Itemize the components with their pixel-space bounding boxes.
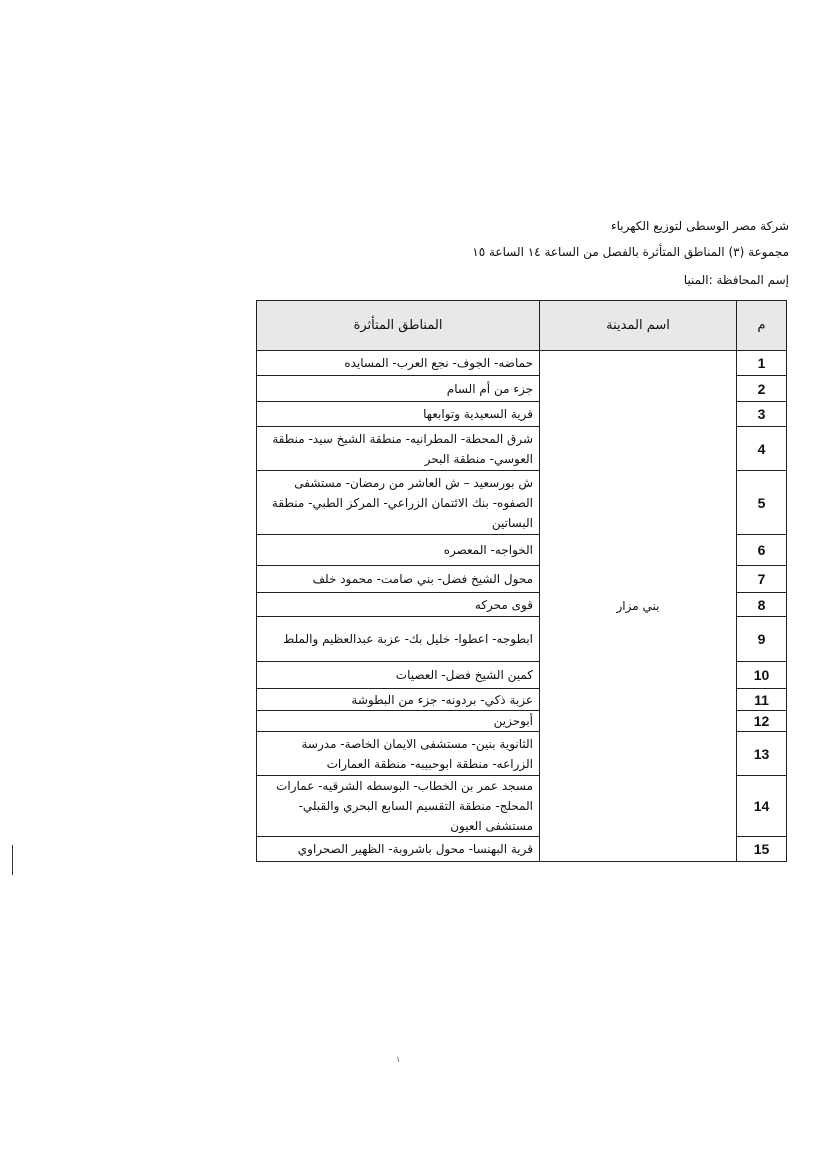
row-areas: عزبة ذكي- بردونه- جزء من البطوشة xyxy=(257,689,540,711)
table-row xyxy=(257,351,787,376)
row-areas: محول الشيخ فضل- بني صامت- محمود خلف xyxy=(257,566,540,593)
city-name-cell: بني مزار xyxy=(540,351,737,862)
company-name: شركة مصر الوسطى لتوزيع الكهرباء xyxy=(610,219,789,233)
row-areas: ش بورسعيد – ش العاشر من رمضان- مستشفى الصفوه- بنك الائتمان الزراعي- المركز الطبي- منطقة البساتين xyxy=(257,471,540,535)
row-areas: قرية السعيدية وتوابعها xyxy=(257,402,540,427)
row-number: 6 xyxy=(737,535,787,566)
row-areas: جزء من أم السام xyxy=(257,376,540,402)
row-number: 13 xyxy=(737,732,787,776)
page-number: ١ xyxy=(396,1055,401,1064)
row-number: 9 xyxy=(737,617,787,662)
row-areas: الخواجه- المعصره xyxy=(257,535,540,566)
row-areas: حماضه- الجوف- نجع العرب- المسايده xyxy=(257,351,540,376)
row-number: 8 xyxy=(737,593,787,617)
row-number: 12 xyxy=(737,711,787,732)
row-areas: مسجد عمر بن الخطاب- البوسطه الشرقيه- عمارات المحلج- منطقة التقسيم السابع البحري والقبلي- مستشفى العيون xyxy=(257,776,540,837)
row-areas: شرق المحطة- المطرانيه- منطقة الشيخ سيد- منطقة العوسي- منطقة البحر xyxy=(257,427,540,471)
row-number: 4 xyxy=(737,427,787,471)
row-number: 15 xyxy=(737,837,787,862)
row-areas: كمين الشيخ فضل- العصيات xyxy=(257,662,540,689)
left-margin-mark xyxy=(12,845,13,875)
row-areas: أبوحزين xyxy=(257,711,540,732)
row-number: 10 xyxy=(737,662,787,689)
row-number: 14 xyxy=(737,776,787,837)
row-number: 3 xyxy=(737,402,787,427)
affected-areas-table xyxy=(256,300,787,862)
row-number: 2 xyxy=(737,376,787,402)
header-areas: المناطق المتأثرة xyxy=(257,301,540,351)
row-areas: ابطوجه- اعطوا- خليل بك- عزبة عبدالعظيم والملط xyxy=(257,617,540,662)
row-number: 11 xyxy=(737,689,787,711)
header-number: م xyxy=(737,301,787,351)
row-number: 5 xyxy=(737,471,787,535)
governorate-label: إسم المحافظة :المنيا xyxy=(683,273,789,287)
header-city: اسم المدينة xyxy=(540,301,737,351)
row-areas: الثانوية بنين- مستشفى الايمان الخاصة- مدرسة الزراعه- منطقة ابوحبيبه- منطقة العمارات xyxy=(257,732,540,776)
row-areas: قوى محركه xyxy=(257,593,540,617)
group-title: مجموعة (٣) المناطق المتأثرة بالفصل من الساعة ١٤ الساعة ١٥ xyxy=(472,245,789,259)
table-header-row xyxy=(257,301,787,351)
row-number: 7 xyxy=(737,566,787,593)
row-number: 1 xyxy=(737,351,787,376)
row-areas: قرية البهنسا- محول باشروبة- الظهير الصحراوي xyxy=(257,837,540,862)
